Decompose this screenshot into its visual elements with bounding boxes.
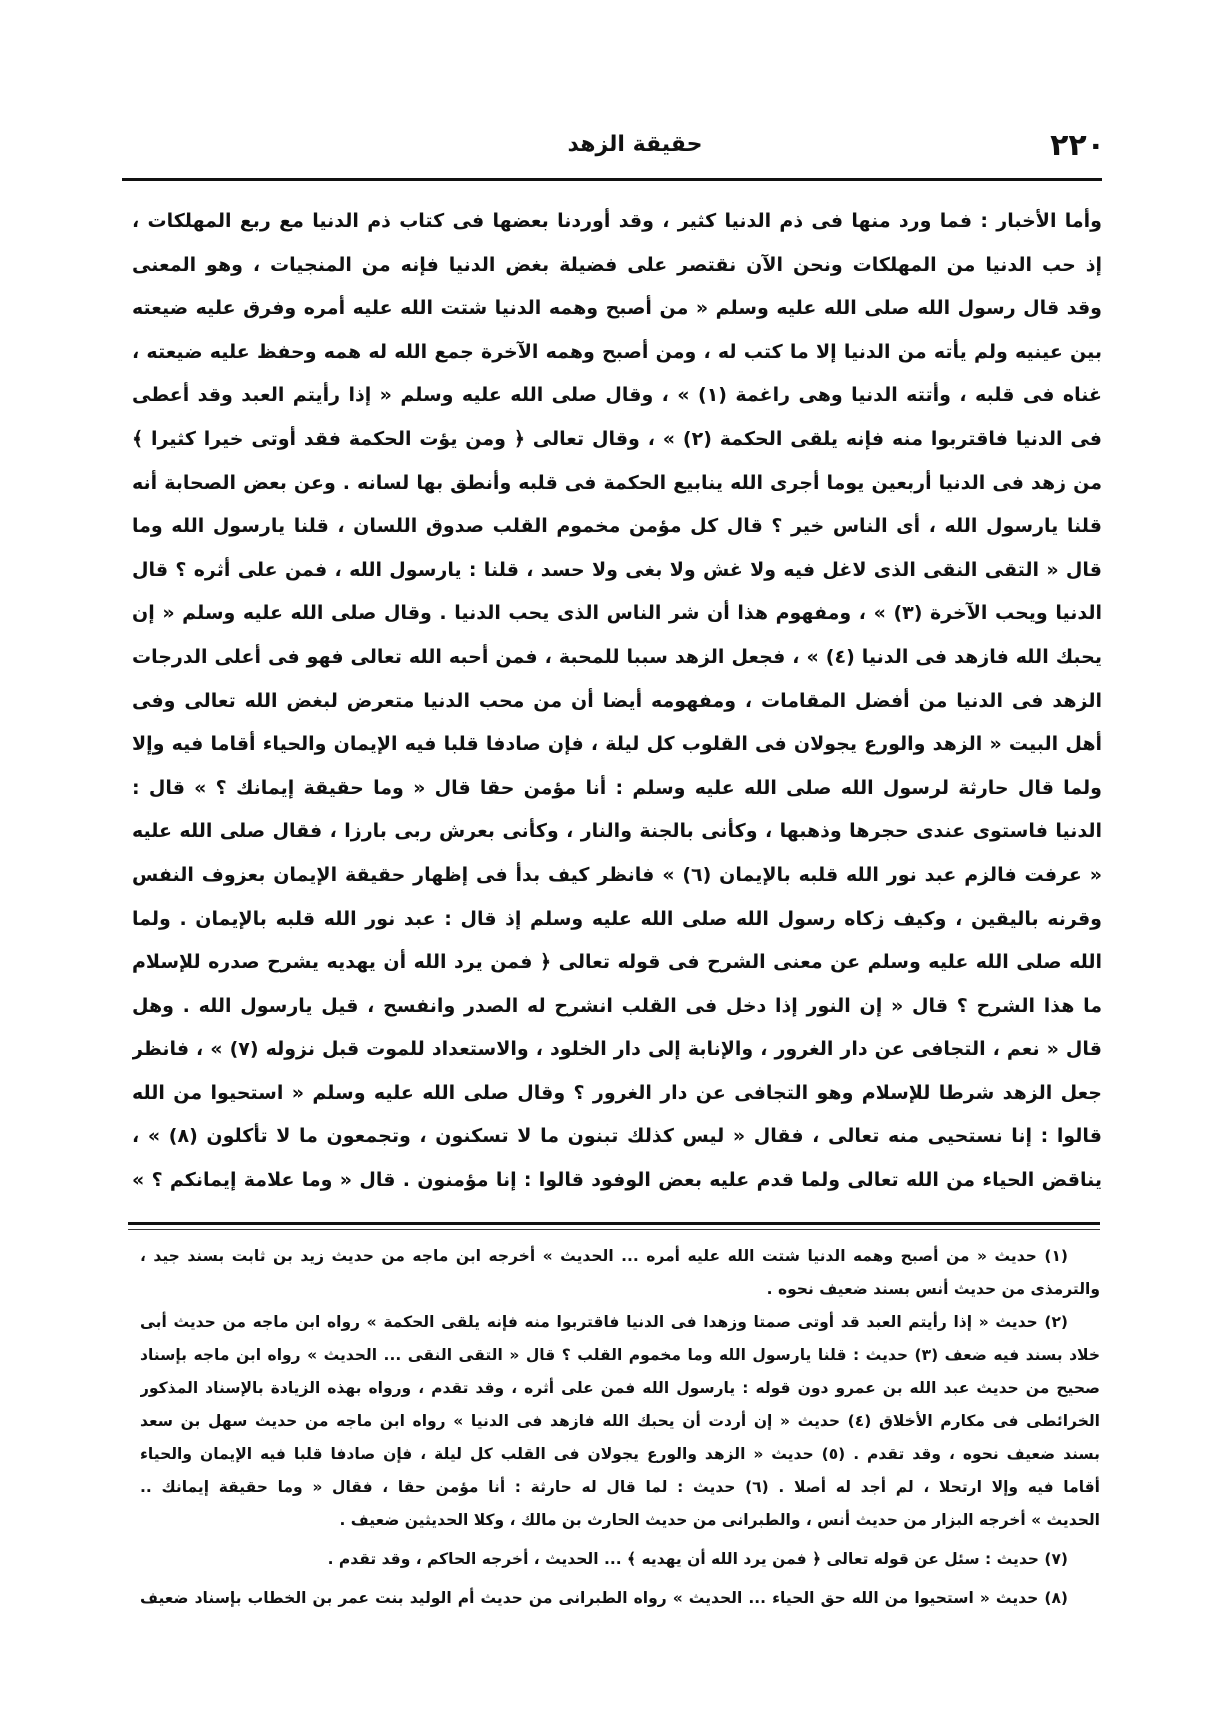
text-line: يحبك الله فازهد فى الدنيا (٤) » ، فجعل الزهد سببا للمحبة ، فمن أحبه الله تعالى فهو فى أعلى الدرجات [132, 645, 1102, 668]
footnotes [140, 1240, 1100, 1615]
header-rule [122, 178, 1102, 181]
footnote-line: أقاما فيه وإلا ارتحلا ، لم أجد له أصلا . (٦) حديث : لما قال له حارثة : أنا مؤمن حقا ، فقال « وما حقيقة إيمانك .. [140, 1478, 1100, 1496]
footnote-line: (٧) حديث : سئل عن قوله تعالى ﴿ فمن يرد الله أن يهديه ﴾ ... الحديث ، أخرجه الحاكم ، وقد تقدم . [327, 1550, 1068, 1568]
text-line: « عرفت فالزم عبد نور الله قلبه بالإيمان (٦) » فانظر كيف بدأ فى إظهار حقيقة الإيمان بعزوف النفس [132, 863, 1102, 886]
text-line: وقد قال رسول الله صلى الله عليه وسلم « من أصبح وهمه الدنيا شتت الله عليه أمره وفرق عليه ضيعته [132, 297, 1102, 320]
footnote-rule-thin [128, 1229, 1100, 1230]
footnote-rule [128, 1222, 1100, 1225]
text-line: من زهد فى الدنيا أربعين يوما أجرى الله ينابيع الحكمة فى قلبه وأنطق بها لسانه . وعن بعض الصحابة أنه [132, 471, 1102, 494]
text-line: غناه فى قلبه ، وأتته الدنيا وهى راغمة (١) » ، وقال صلى الله عليه وسلم « إذا رأيتم العبد وقد أعطى [132, 384, 1102, 407]
text-line: فى الدنيا فاقتربوا منه فإنه يلقى الحكمة (٢) » ، وقال تعالى ﴿ ومن يؤت الحكمة فقد أوتى خيرا كثيرا ﴾ [132, 427, 1102, 450]
text-line: قالوا : إنا نستحيى منه تعالى ، فقال « ليس كذلك تبنون ما لا تسكنون ، وتجمعون ما لا تأكلون (٨) » ، [132, 1125, 1102, 1148]
text-line: ما هذا الشرح ؟ قال « إن النور إذا دخل فى القلب انشرح له الصدر وانفسح ، قيل يارسول الله . وهل [132, 994, 1102, 1017]
text-line: الدنيا فاستوى عندى حجرها وذهبها ، وكأنى بالجنة والنار ، وكأنى بعرش ربى بارزا ، فقال صلى الله عليه [132, 820, 1102, 843]
footnote-line: صحيح من حديث عبد الله بن عمرو دون قوله : يارسول الله فمن على أثره ، وقد تقدم ، ورواه بهذه الزيادة بالإسناد المذكور [140, 1379, 1100, 1397]
main-text [132, 200, 1102, 1203]
footnote-line: الحديث » أخرجه البزار من حديث أنس ، والطبرانى من حديث الحارث بن مالك ، وكلا الحديثين ضعيف . [339, 1511, 1100, 1529]
text-line: وأما الأخبار : فما ورد منها فى ذم الدنيا كثير ، وقد أوردنا بعضها فى كتاب ذم الدنيا مع ربع المهلكات ، [132, 210, 1102, 232]
text-line: الله صلى الله عليه وسلم عن معنى الشرح فى قوله تعالى ﴿ فمن يرد الله أن يهديه يشرح صدره للإسلام [132, 951, 1102, 974]
text-line: يناقض الحياء من الله تعالى ولما قدم عليه بعض الوفود قالوا : إنا مؤمنون . قال « وما علامة إيمانكم ؟ » [132, 1169, 1102, 1192]
text-line: إذ حب الدنيا من المهلكات ونحن الآن نقتصر على فضيلة بغض الدنيا فإنه من المنجيات ، وهو المعنى [132, 253, 1102, 276]
page-number: ٢٢٠ [1050, 128, 1105, 163]
text-line: قال « التقى النقى الذى لاغل فيه ولا غش ولا بغى ولا حسد ، قلنا : يارسول الله ، فمن على أثره ؟ قال [132, 558, 1102, 581]
text-line: أهل البيت « الزهد والورع يجولان فى القلوب كل ليلة ، فإن صادفا قلبا فيه الإيمان والحياء أقاما فيه وإلا [132, 733, 1102, 756]
footnote-line: (١) حديث « من أصبح وهمه الدنيا شتت الله عليه أمره ... الحديث » أخرجه ابن ماجه من حديث زيد بن ثابت بسند جيد ، [140, 1247, 1068, 1265]
text-line: وقرنه باليقين ، وكيف زكاه رسول الله صلى الله عليه وسلم إذ قال : عبد نور الله قلبه بالإيمان . ولما [132, 907, 1102, 930]
footnote-line: خلاد بسند فيه ضعف (٣) حديث : قلنا يارسول الله وما مخموم القلب ؟ قال « التقى النقى ... الحديث » رواه ابن ماجه بإسناد [140, 1346, 1100, 1364]
footnote-line: الخرائطى فى مكارم الأخلاق (٤) حديث « إن أردت أن يحبك الله فازهد فى الدنيا » رواه ابن ماجه من حديث سهل بن سعد [140, 1412, 1100, 1430]
text-line: قال « نعم ، التجافى عن دار الغرور ، والإنابة إلى دار الخلود ، والاستعداد للموت قبل نزوله (٧) » ، فانظر [132, 1038, 1102, 1061]
footnote-line: والترمذى من حديث أنس بسند ضعيف نحوه . [766, 1280, 1100, 1298]
footnote-line: (٨) حديث « استحيوا من الله حق الحياء ... الحديث » رواه الطبرانى من حديث أم الوليد بنت عمر بن الخطاب بإسناد ضعيف [140, 1589, 1068, 1607]
text-line: الزهد فى الدنيا من أفضل المقامات ، ومفهومه أيضا أن من محب الدنيا متعرض لبغض الله تعالى وفى [132, 689, 1102, 712]
footnote-line: بسند ضعيف نحوه ، وقد تقدم . (٥) حديث « الزهد والورع يجولان فى القلب كل ليلة ، فإن صادفا قلبا فيه الإيمان والحياء [140, 1445, 1100, 1463]
text-line: ولما قال حارثة لرسول الله صلى الله عليه وسلم : أنا مؤمن حقا قال « وما حقيقة إيمانك ؟ » قال : [132, 776, 1102, 799]
footnote-line: (٢) حديث « إذا رأيتم العبد قد أوتى صمتا وزهدا فى الدنيا فاقتربوا منه فإنه يلقى الحكمة » رواه ابن ماجه من حديث أبى [140, 1313, 1068, 1331]
text-line: جعل الزهد شرطا للإسلام وهو التجافى عن دار الغرور ؟ وقال صلى الله عليه وسلم « استحيوا من الله [132, 1081, 1102, 1104]
running-title: حقيقة الزهد [567, 132, 703, 157]
text-line: الدنيا ويحب الآخرة (٣) » ، ومفهوم هذا أن شر الناس الذى يحب الدنيا . وقال صلى الله عليه وسلم « إن [132, 602, 1102, 625]
text-line: قلنا يارسول الله ، أى الناس خير ؟ قال كل مؤمن مخموم القلب صدوق اللسان ، قلنا يارسول الله وما [132, 515, 1102, 538]
text-line: بين عينيه ولم يأته من الدنيا إلا ما كتب له ، ومن أصبح وهمه الآخرة جمع الله له همه وحفظ عليه ضيعته ، [132, 340, 1102, 363]
